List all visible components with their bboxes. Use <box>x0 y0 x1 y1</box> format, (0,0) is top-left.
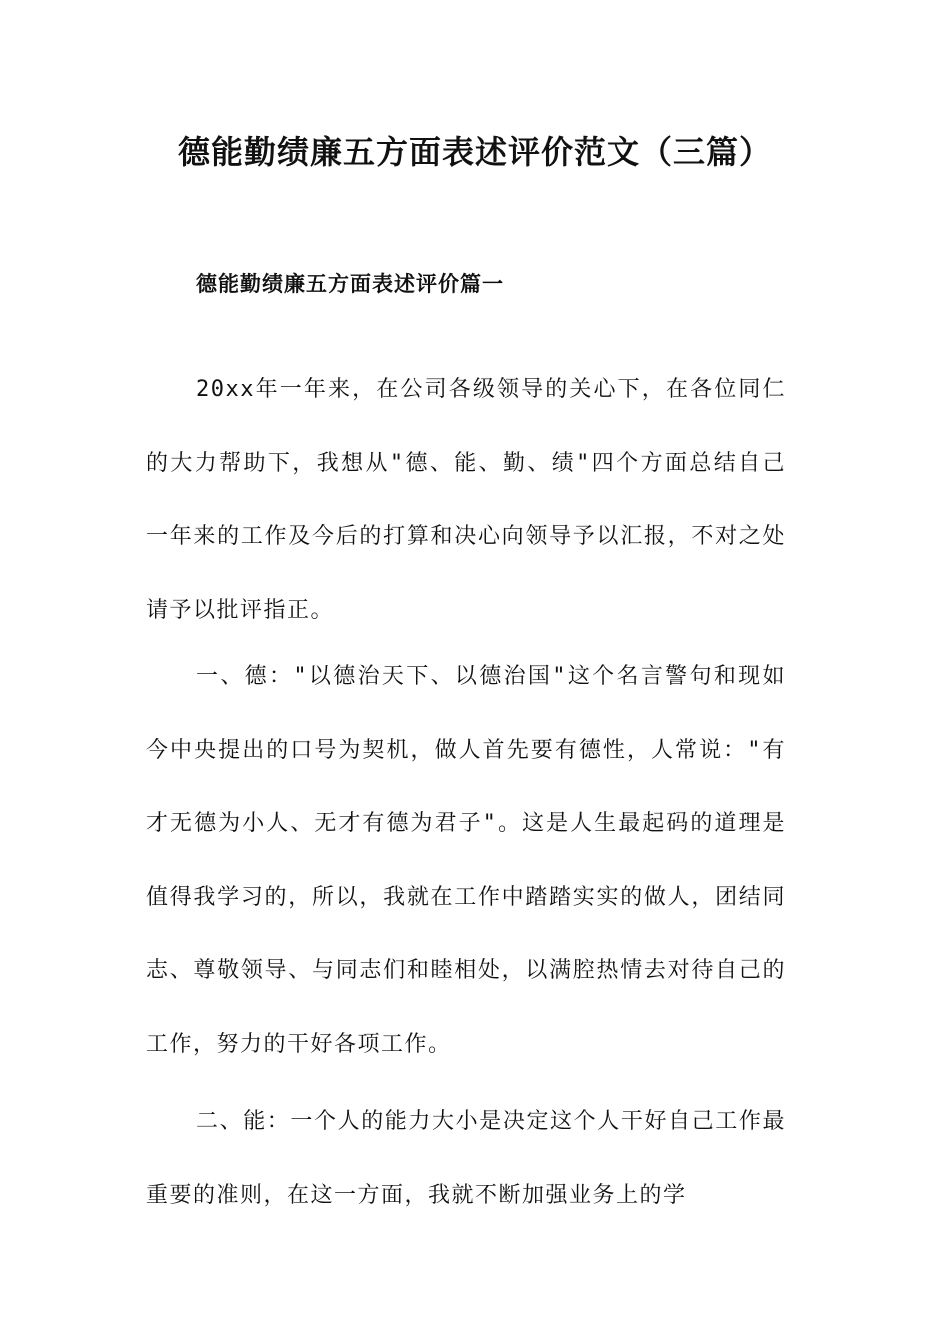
section-heading: 德能勤绩廉五方面表述评价篇一 <box>196 271 504 296</box>
document-title: 德能勤绩廉五方面表述评价范文（三篇） <box>177 133 772 171</box>
paragraph-intro: 20xx年一年来，在公司各级领导的关心下，在各位同仁的大力帮助下，我想从"德、能、勤、绩"四个方面总结自己一年来的工作及今后的打算和决心向领导予以汇报，不对之处请予以批评指正。 <box>146 377 786 623</box>
paragraph-virtue: 一、德："以德治天下、以德治国"这个名言警句和现如今中央提出的口号为契机，做人首先要有德性，人常说："有才无德为小人、无才有德为君子"。这是人生最起码的道理是值得我学习的，所以，我就在工作中踏踏实实的做人，团结同志、尊敬领导、与同志们和睦相处，以满腔热情去对待自己的工作，努力的干好各项工作。 <box>146 664 786 1057</box>
paragraph-ability: 二、能：一个人的能力大小是决定这个人干好自己工作最重要的准则，在这一方面，我就不断加强业务上的学 <box>146 1109 786 1208</box>
